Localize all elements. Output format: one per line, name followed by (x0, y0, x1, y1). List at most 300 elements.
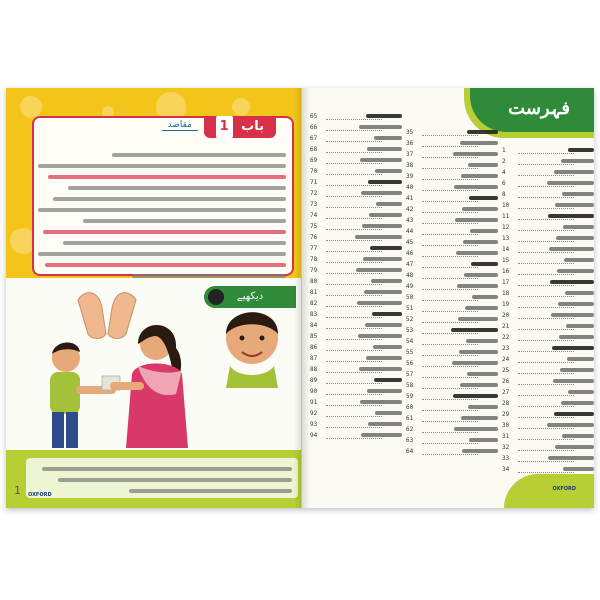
toc-leader-dots (518, 208, 574, 209)
toc-leader-dots (518, 450, 574, 451)
toc-row (310, 299, 402, 310)
toc-entry-text (451, 328, 498, 332)
toc-page-number: 55 (406, 349, 414, 356)
toc-page-number: 37 (406, 151, 414, 158)
toc-leader-dots (326, 328, 382, 329)
toc-entry-text (467, 130, 498, 134)
toc-title: فہرست (508, 98, 570, 119)
toc-page-number: 58 (406, 382, 414, 389)
toc-leader-dots (326, 372, 382, 373)
toc-row (406, 205, 498, 216)
toc-page-number: 28 (502, 400, 510, 407)
toc-row (502, 190, 594, 201)
toc-leader-dots (422, 146, 478, 147)
toc-page-number: 42 (406, 206, 414, 213)
toc-row (310, 310, 402, 321)
toc-row (406, 315, 498, 326)
toc-leader-dots (422, 421, 478, 422)
toc-entry-text (555, 203, 594, 207)
toc-page-number: 67 (310, 135, 318, 142)
toc-page-number: 38 (406, 162, 414, 169)
toc-page-number: 89 (310, 377, 318, 384)
decor-bubble (20, 96, 42, 118)
toc-leader-dots (518, 153, 574, 154)
toc-row (502, 223, 594, 234)
toc-leader-dots (422, 344, 478, 345)
toc-entry-text (468, 405, 498, 409)
toc-page-number: 8 (502, 191, 506, 198)
toc-row (406, 414, 498, 425)
toc-page-number: 24 (502, 356, 510, 363)
toc-page-number: 88 (310, 366, 318, 373)
toc-row (502, 322, 594, 333)
toc-leader-dots (518, 461, 574, 462)
toc-row (502, 366, 594, 377)
toc-row (310, 376, 402, 387)
toc-row (406, 183, 498, 194)
toc-leader-dots (518, 318, 574, 319)
toc-row (502, 443, 594, 454)
publisher-logo: OXFORD (28, 492, 52, 498)
toc-entry-text (452, 361, 498, 365)
toc-entry-text (461, 416, 498, 420)
toc-leader-dots (518, 197, 574, 198)
toc-row (310, 123, 402, 134)
toc-row (406, 359, 498, 370)
toc-row (310, 277, 402, 288)
toc-page-number: 13 (502, 235, 510, 242)
toc-page-number: 27 (502, 389, 510, 396)
toc-entry-text (374, 136, 402, 140)
toc-page-number: 45 (406, 239, 414, 246)
toc-row (310, 178, 402, 189)
toc-page-number: 17 (502, 279, 510, 286)
toc-page-number: 71 (310, 179, 318, 186)
toc-page-number: 41 (406, 195, 414, 202)
toc-leader-dots (326, 416, 382, 417)
toc-row (310, 134, 402, 145)
toc-entry-text (453, 394, 498, 398)
toc-leader-dots (422, 432, 478, 433)
toc-row (406, 392, 498, 403)
toc-entry-text (560, 368, 594, 372)
toc-row (406, 293, 498, 304)
toc-page-number: 53 (406, 327, 414, 334)
toc-page-number: 10 (502, 202, 510, 209)
toc-page-number: 69 (310, 157, 318, 164)
toc-row (406, 172, 498, 183)
toc-entry-text (567, 357, 594, 361)
toc-entry-text (460, 141, 498, 145)
toc-entry-text (372, 312, 402, 316)
toc-leader-dots (326, 306, 382, 307)
toc-entry-text (553, 379, 594, 383)
toc-page-number: 60 (406, 404, 414, 411)
toc-leader-dots (326, 350, 382, 351)
toc-row (502, 234, 594, 245)
toc-entry-text (371, 279, 402, 283)
toc-row (310, 211, 402, 222)
toc-leader-dots (518, 274, 574, 275)
toc-entry-text (370, 246, 402, 250)
toc-row (406, 381, 498, 392)
left-page (6, 88, 302, 508)
toc-entry-text (376, 202, 402, 206)
toc-entry-text (465, 306, 498, 310)
toc-leader-dots (326, 152, 382, 153)
toc-page-number: 31 (502, 433, 510, 440)
toc-row (310, 288, 402, 299)
toc-leader-dots (326, 361, 382, 362)
toc-entry-text (459, 350, 498, 354)
toc-row (406, 403, 498, 414)
toc-column (502, 146, 594, 476)
toc-page-number: 46 (406, 250, 414, 257)
toc-leader-dots (422, 157, 478, 158)
toc-page-number: 33 (502, 455, 510, 462)
toc-row (310, 156, 402, 167)
toc-entry-text (468, 163, 498, 167)
toc-row (406, 216, 498, 227)
toc-entry-text (563, 467, 594, 471)
toc-entry-text (550, 280, 594, 284)
toc-leader-dots (326, 317, 382, 318)
toc-row (310, 244, 402, 255)
toc-entry-text (471, 262, 498, 266)
boy-face-illustration (226, 312, 278, 388)
toc-row (310, 167, 402, 178)
toc-row (502, 245, 594, 256)
toc-leader-dots (326, 273, 382, 274)
toc-page-number: 48 (406, 272, 414, 279)
toc-page-number: 74 (310, 212, 318, 219)
toc-leader-dots (422, 377, 478, 378)
toc-row (310, 233, 402, 244)
toc-entry-text (455, 218, 498, 222)
toc-entry-text (360, 400, 402, 404)
toc-row (406, 282, 498, 293)
toc-leader-dots (326, 438, 382, 439)
book-spine (294, 88, 310, 508)
toc-row (310, 189, 402, 200)
toc-leader-dots (326, 295, 382, 296)
toc-leader-dots (326, 262, 382, 263)
toc-leader-dots (326, 130, 382, 131)
toc-page-number: 19 (502, 301, 510, 308)
toc-page-number: 6 (502, 180, 506, 187)
toc-entry-text (548, 456, 594, 460)
toc-entry-text (453, 152, 498, 156)
toc-entry-text (559, 335, 594, 339)
toc-row (310, 321, 402, 332)
toc-row (406, 271, 498, 282)
toc-row (502, 201, 594, 212)
toc-entry-text (361, 433, 402, 437)
objectives-box (32, 116, 294, 276)
toc-leader-dots (326, 405, 382, 406)
toc-leader-dots (518, 164, 574, 165)
toc-leader-dots (422, 399, 478, 400)
toc-page-number: 16 (502, 268, 510, 275)
toc-page-number: 75 (310, 223, 318, 230)
toc-leader-dots (422, 223, 478, 224)
toc-leader-dots (518, 384, 574, 385)
toc-page-number: 76 (310, 234, 318, 241)
toc-page-number: 77 (310, 245, 318, 252)
toc-leader-dots (518, 263, 574, 264)
toc-entry-text (361, 191, 402, 195)
toc-entry-text (547, 423, 594, 427)
toc-row (310, 112, 402, 123)
toc-page-number: 49 (406, 283, 414, 290)
toc-leader-dots (422, 366, 478, 367)
boy-illustration (50, 342, 116, 448)
toc-row (502, 454, 594, 465)
toc-page-number: 54 (406, 338, 414, 345)
toc-entry-text (366, 356, 402, 360)
toc-entry-text (457, 284, 498, 288)
toc-page-number: 73 (310, 201, 318, 208)
toc-row (406, 348, 498, 359)
toc-page-number: 83 (310, 311, 318, 318)
toc-row (310, 398, 402, 409)
toc-entry-text (365, 323, 402, 327)
toc-page-number: 90 (310, 388, 318, 395)
toc-entry-text (469, 196, 498, 200)
toc-row (310, 145, 402, 156)
toc-entry-text (369, 213, 402, 217)
toc-leader-dots (326, 427, 382, 428)
toc-row (406, 326, 498, 337)
toc-leader-dots (326, 218, 382, 219)
toc-column (310, 112, 402, 442)
toc-row (502, 333, 594, 344)
right-page (302, 88, 594, 508)
toc-page-number: 51 (406, 305, 414, 312)
toc-leader-dots (422, 135, 478, 136)
toc-row (406, 337, 498, 348)
toc-row (406, 227, 498, 238)
toc-leader-dots (326, 339, 382, 340)
toc-entry-text (461, 174, 498, 178)
toc-leader-dots (326, 251, 382, 252)
toc-row (310, 255, 402, 266)
toc-entry-text (561, 159, 594, 163)
toc-leader-dots (422, 278, 478, 279)
toc-page-number: 84 (310, 322, 318, 329)
toc-row (406, 238, 498, 249)
toc-row (502, 311, 594, 322)
toc-row (406, 304, 498, 315)
toc-leader-dots (518, 428, 574, 429)
toc-leader-dots (326, 284, 382, 285)
toc-page-number: 63 (406, 437, 414, 444)
toc-entry-text (464, 273, 498, 277)
toc-page-number: 40 (406, 184, 414, 191)
see-badge (204, 286, 296, 308)
bottom-color-band (504, 474, 594, 508)
toc-entry-text (454, 185, 498, 189)
toc-leader-dots (518, 439, 574, 440)
toc-leader-dots (518, 175, 574, 176)
toc-row (310, 266, 402, 277)
toc-leader-dots (422, 267, 478, 268)
toc-entry-text (458, 317, 498, 321)
toc-leader-dots (422, 212, 478, 213)
toc-entry-text (359, 125, 402, 129)
toc-row (502, 355, 594, 366)
see-badge-label: دیکھیے (236, 291, 264, 302)
toc-row (502, 256, 594, 267)
toc-row (310, 409, 402, 420)
toc-row (406, 260, 498, 271)
toc-leader-dots (518, 230, 574, 231)
toc-page-number: 86 (310, 344, 318, 351)
toc-page-number: 52 (406, 316, 414, 323)
toc-row (502, 432, 594, 443)
toc-leader-dots (326, 163, 382, 164)
toc-entry-text (556, 236, 594, 240)
toc-leader-dots (518, 395, 574, 396)
toc-page-number: 30 (502, 422, 510, 429)
toc-row (502, 344, 594, 355)
toc-row (502, 377, 594, 388)
toc-entry-text (355, 235, 402, 239)
toc-page-number: 81 (310, 289, 318, 296)
toc-page-number: 79 (310, 267, 318, 274)
toc-page-number: 87 (310, 355, 318, 362)
toc-entry-text (469, 438, 498, 442)
toc-leader-dots (326, 383, 382, 384)
toc-row (502, 157, 594, 168)
toc-page-number: 20 (502, 312, 510, 319)
toc-leader-dots (422, 454, 478, 455)
toc-entry-text (460, 383, 498, 387)
toc-entry-text (364, 290, 402, 294)
toc-row (502, 278, 594, 289)
toc-page-number: 32 (502, 444, 510, 451)
toc-entry-text (463, 240, 498, 244)
toc-entry-text (548, 214, 594, 218)
toc-entry-text (557, 269, 594, 273)
toc-entry-text (554, 412, 594, 416)
toc-entry-text (558, 302, 594, 306)
toc-page-number: 47 (406, 261, 414, 268)
decor-bubble (232, 98, 250, 116)
toc-leader-dots (422, 311, 478, 312)
toc-entry-text (363, 257, 402, 261)
toc-page-number: 39 (406, 173, 414, 180)
toc-leader-dots (422, 190, 478, 191)
toc-page-number: 62 (406, 426, 414, 433)
toc-leader-dots (518, 417, 574, 418)
toc-page-number: 43 (406, 217, 414, 224)
toc-row (502, 300, 594, 311)
toc-leader-dots (422, 388, 478, 389)
chapter-number: 1 (216, 116, 233, 138)
toc-entry-text (562, 434, 594, 438)
toc-row (406, 139, 498, 150)
toc-entry-text (368, 180, 402, 184)
toc-entry-text (356, 268, 402, 272)
toc-row (502, 179, 594, 190)
objectives-label: مقاصد (162, 120, 198, 131)
toc-entry-text (552, 346, 594, 350)
toc-page-number: 82 (310, 300, 318, 307)
toc-entry-text (462, 207, 498, 211)
toc-leader-dots (422, 245, 478, 246)
toc-row (502, 146, 594, 157)
toc-row (310, 365, 402, 376)
toc-entry-text (456, 251, 498, 255)
toc-leader-dots (326, 207, 382, 208)
toc-leader-dots (326, 119, 382, 120)
toc-leader-dots (518, 241, 574, 242)
toc-row (502, 212, 594, 223)
toc-entry-text (554, 170, 594, 174)
toc-entry-text (358, 334, 402, 338)
toc-leader-dots (518, 362, 574, 363)
toc-leader-dots (422, 333, 478, 334)
toc-entry-text (357, 301, 402, 305)
toc-leader-dots (326, 174, 382, 175)
toc-page-number: 64 (406, 448, 414, 455)
toc-leader-dots (326, 141, 382, 142)
toc-leader-dots (518, 252, 574, 253)
chapter-label: باب (241, 119, 264, 134)
toc-row (310, 343, 402, 354)
eye-icon (208, 289, 224, 305)
toc-leader-dots (326, 185, 382, 186)
toc-row (406, 425, 498, 436)
toc-leader-dots (518, 340, 574, 341)
toc-row (406, 161, 498, 172)
toc-page-number: 1 (502, 147, 506, 154)
toc-page-number: 44 (406, 228, 414, 235)
toc-page-number: 4 (502, 169, 506, 176)
toc-page-number: 18 (502, 290, 510, 297)
toc-leader-dots (422, 201, 478, 202)
toc-entry-text (360, 158, 402, 162)
toc-entry-text (466, 339, 498, 343)
toc-row (502, 399, 594, 410)
toc-leader-dots (422, 322, 478, 323)
toc-leader-dots (518, 186, 574, 187)
toc-row (406, 447, 498, 458)
toc-page-number: 29 (502, 411, 510, 418)
toc-page-number: 25 (502, 367, 510, 374)
toc-leader-dots (518, 373, 574, 374)
toc-row (502, 267, 594, 278)
toc-page-number: 26 (502, 378, 510, 385)
hands-illustration (78, 293, 136, 339)
toc-column (406, 128, 498, 458)
toc-page-number: 36 (406, 140, 414, 147)
toc-row (502, 289, 594, 300)
toc-leader-dots (422, 355, 478, 356)
toc-page-number: 59 (406, 393, 414, 400)
toc-row (502, 421, 594, 432)
toc-row (406, 194, 498, 205)
toc-page-number: 50 (406, 294, 414, 301)
toc-leader-dots (518, 329, 574, 330)
toc-page-number: 11 (502, 213, 510, 220)
toc-page-number: 35 (406, 129, 414, 136)
toc-leader-dots (326, 394, 382, 395)
toc-row (406, 370, 498, 381)
toc-entry-text (564, 258, 594, 262)
toc-row (502, 388, 594, 399)
